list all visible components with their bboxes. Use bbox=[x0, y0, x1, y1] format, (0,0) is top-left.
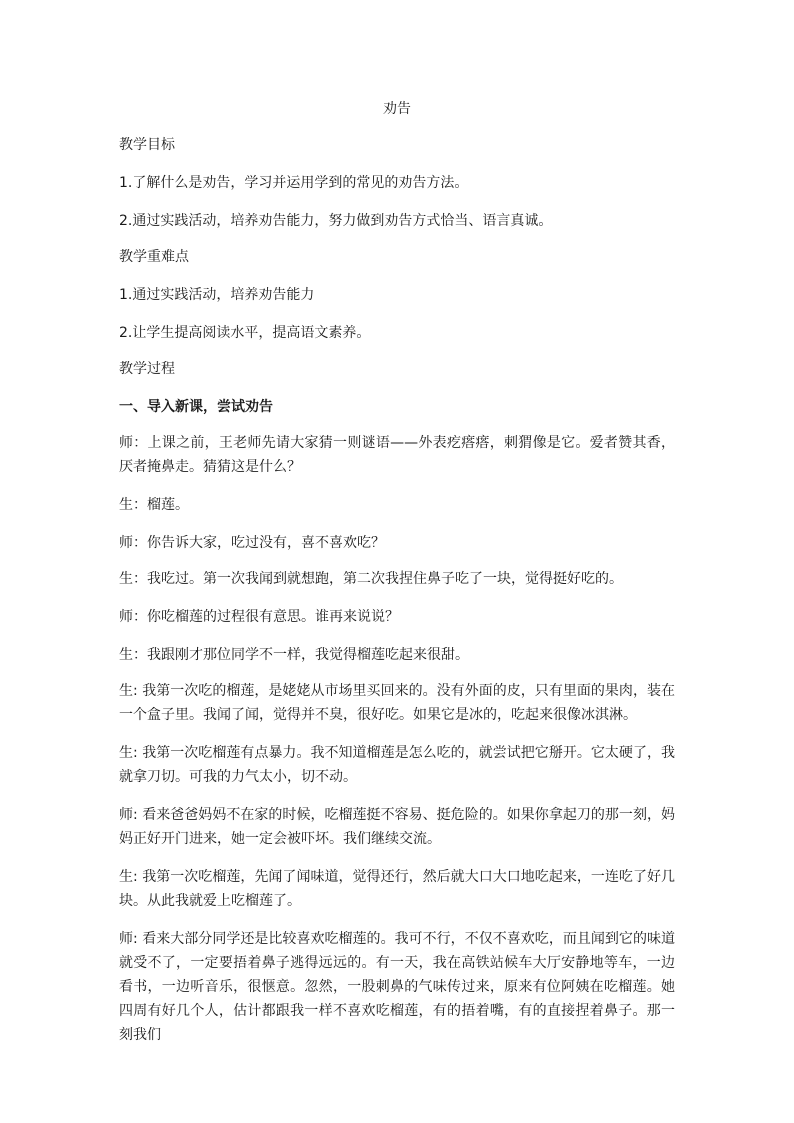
goal-item-2: 2.通过实践活动，培养劝告能力，努力做到劝告方式恰当、语言真诚。 bbox=[119, 213, 553, 229]
keypoint-item-1: 1.通过实践活动，培养劝告能力 bbox=[119, 287, 315, 303]
dialogue-paragraph: 生：我吃过。第一次我闻到就想跑，第二次我捏住鼻子吃了一块，觉得挺好吃的。 bbox=[119, 571, 623, 587]
section-heading-1: 一、导入新课，尝试劝告 bbox=[119, 399, 273, 415]
heading-teaching-goals: 教学目标 bbox=[119, 137, 175, 153]
dialogue-paragraph: 师：你告诉大家，吃过没有，喜不喜欢吃？ bbox=[119, 535, 385, 551]
heading-teaching-process: 教学过程 bbox=[119, 361, 175, 377]
dialogue-paragraph: 师：你吃榴莲的过程很有意思。谁再来说说？ bbox=[119, 609, 399, 625]
heading-key-points: 教学重难点 bbox=[119, 249, 189, 265]
keypoint-item-2: 2.让学生提高阅读水平，提高语文素养。 bbox=[119, 325, 371, 341]
dialogue-paragraph: 师：上课之前，王老师先请大家猜一则谜语——外表疙瘩瘩，刺猬像是它。爱者赞其香，厌者掩鼻走。猜猜这是什么？ bbox=[119, 435, 675, 475]
dialogue-paragraph: 生：我跟刚才那位同学不一样，我觉得榴莲吃起来很甜。 bbox=[119, 647, 469, 663]
dialogue-paragraph: 生: 我第一次吃的榴莲，是姥姥从市场里买回来的。没有外面的皮，只有里面的果肉，装在一个盒子里。我闻了闻，觉得并不臭，很好吃。如果它是冰的，吃起来很像冰淇淋。 bbox=[119, 683, 675, 723]
dialogue-paragraph: 师: 看来大部分同学还是比较喜欢吃榴莲的。我可不行，不仅不喜欢吃，而且闻到它的味道就受不了，一定要捂着鼻子逃得远远的。有一天，我在高铁站候车大厅安静地等车，一边看书，一边听音乐，很惬意。忽然，一股刺鼻的气味传过来，原来有位阿姨在吃榴莲。她四周有好几个人，估计都跟我一样不喜欢吃榴莲，有的捂着嘴，有的直接捏着鼻子。那一刻我们 bbox=[119, 931, 675, 1043]
dialogue-paragraph: 生：榴莲。 bbox=[119, 497, 189, 513]
dialogue-paragraph: 生: 我第一次吃榴莲，先闻了闻味道，觉得还行，然后就大口大口地吃起来，一连吃了好几块。从此我就爱上吃榴莲了。 bbox=[119, 869, 675, 909]
goal-item-1: 1.了解什么是劝告，学习并运用学到的常见的劝告方法。 bbox=[119, 175, 469, 191]
dialogue-paragraph: 生: 我第一次吃榴莲有点暴力。我不知道榴莲是怎么吃的，就尝试把它掰开。它太硬了，我就拿刀切。可我的力气太小，切不动。 bbox=[119, 745, 675, 785]
document-title: 劝告 bbox=[383, 101, 411, 117]
dialogue-paragraph: 师: 看来爸爸妈妈不在家的时候，吃榴莲挺不容易、挺危险的。如果你拿起刀的那一刻，妈妈正好开门进来，她一定会被吓坏。我们继续交流。 bbox=[119, 807, 675, 847]
